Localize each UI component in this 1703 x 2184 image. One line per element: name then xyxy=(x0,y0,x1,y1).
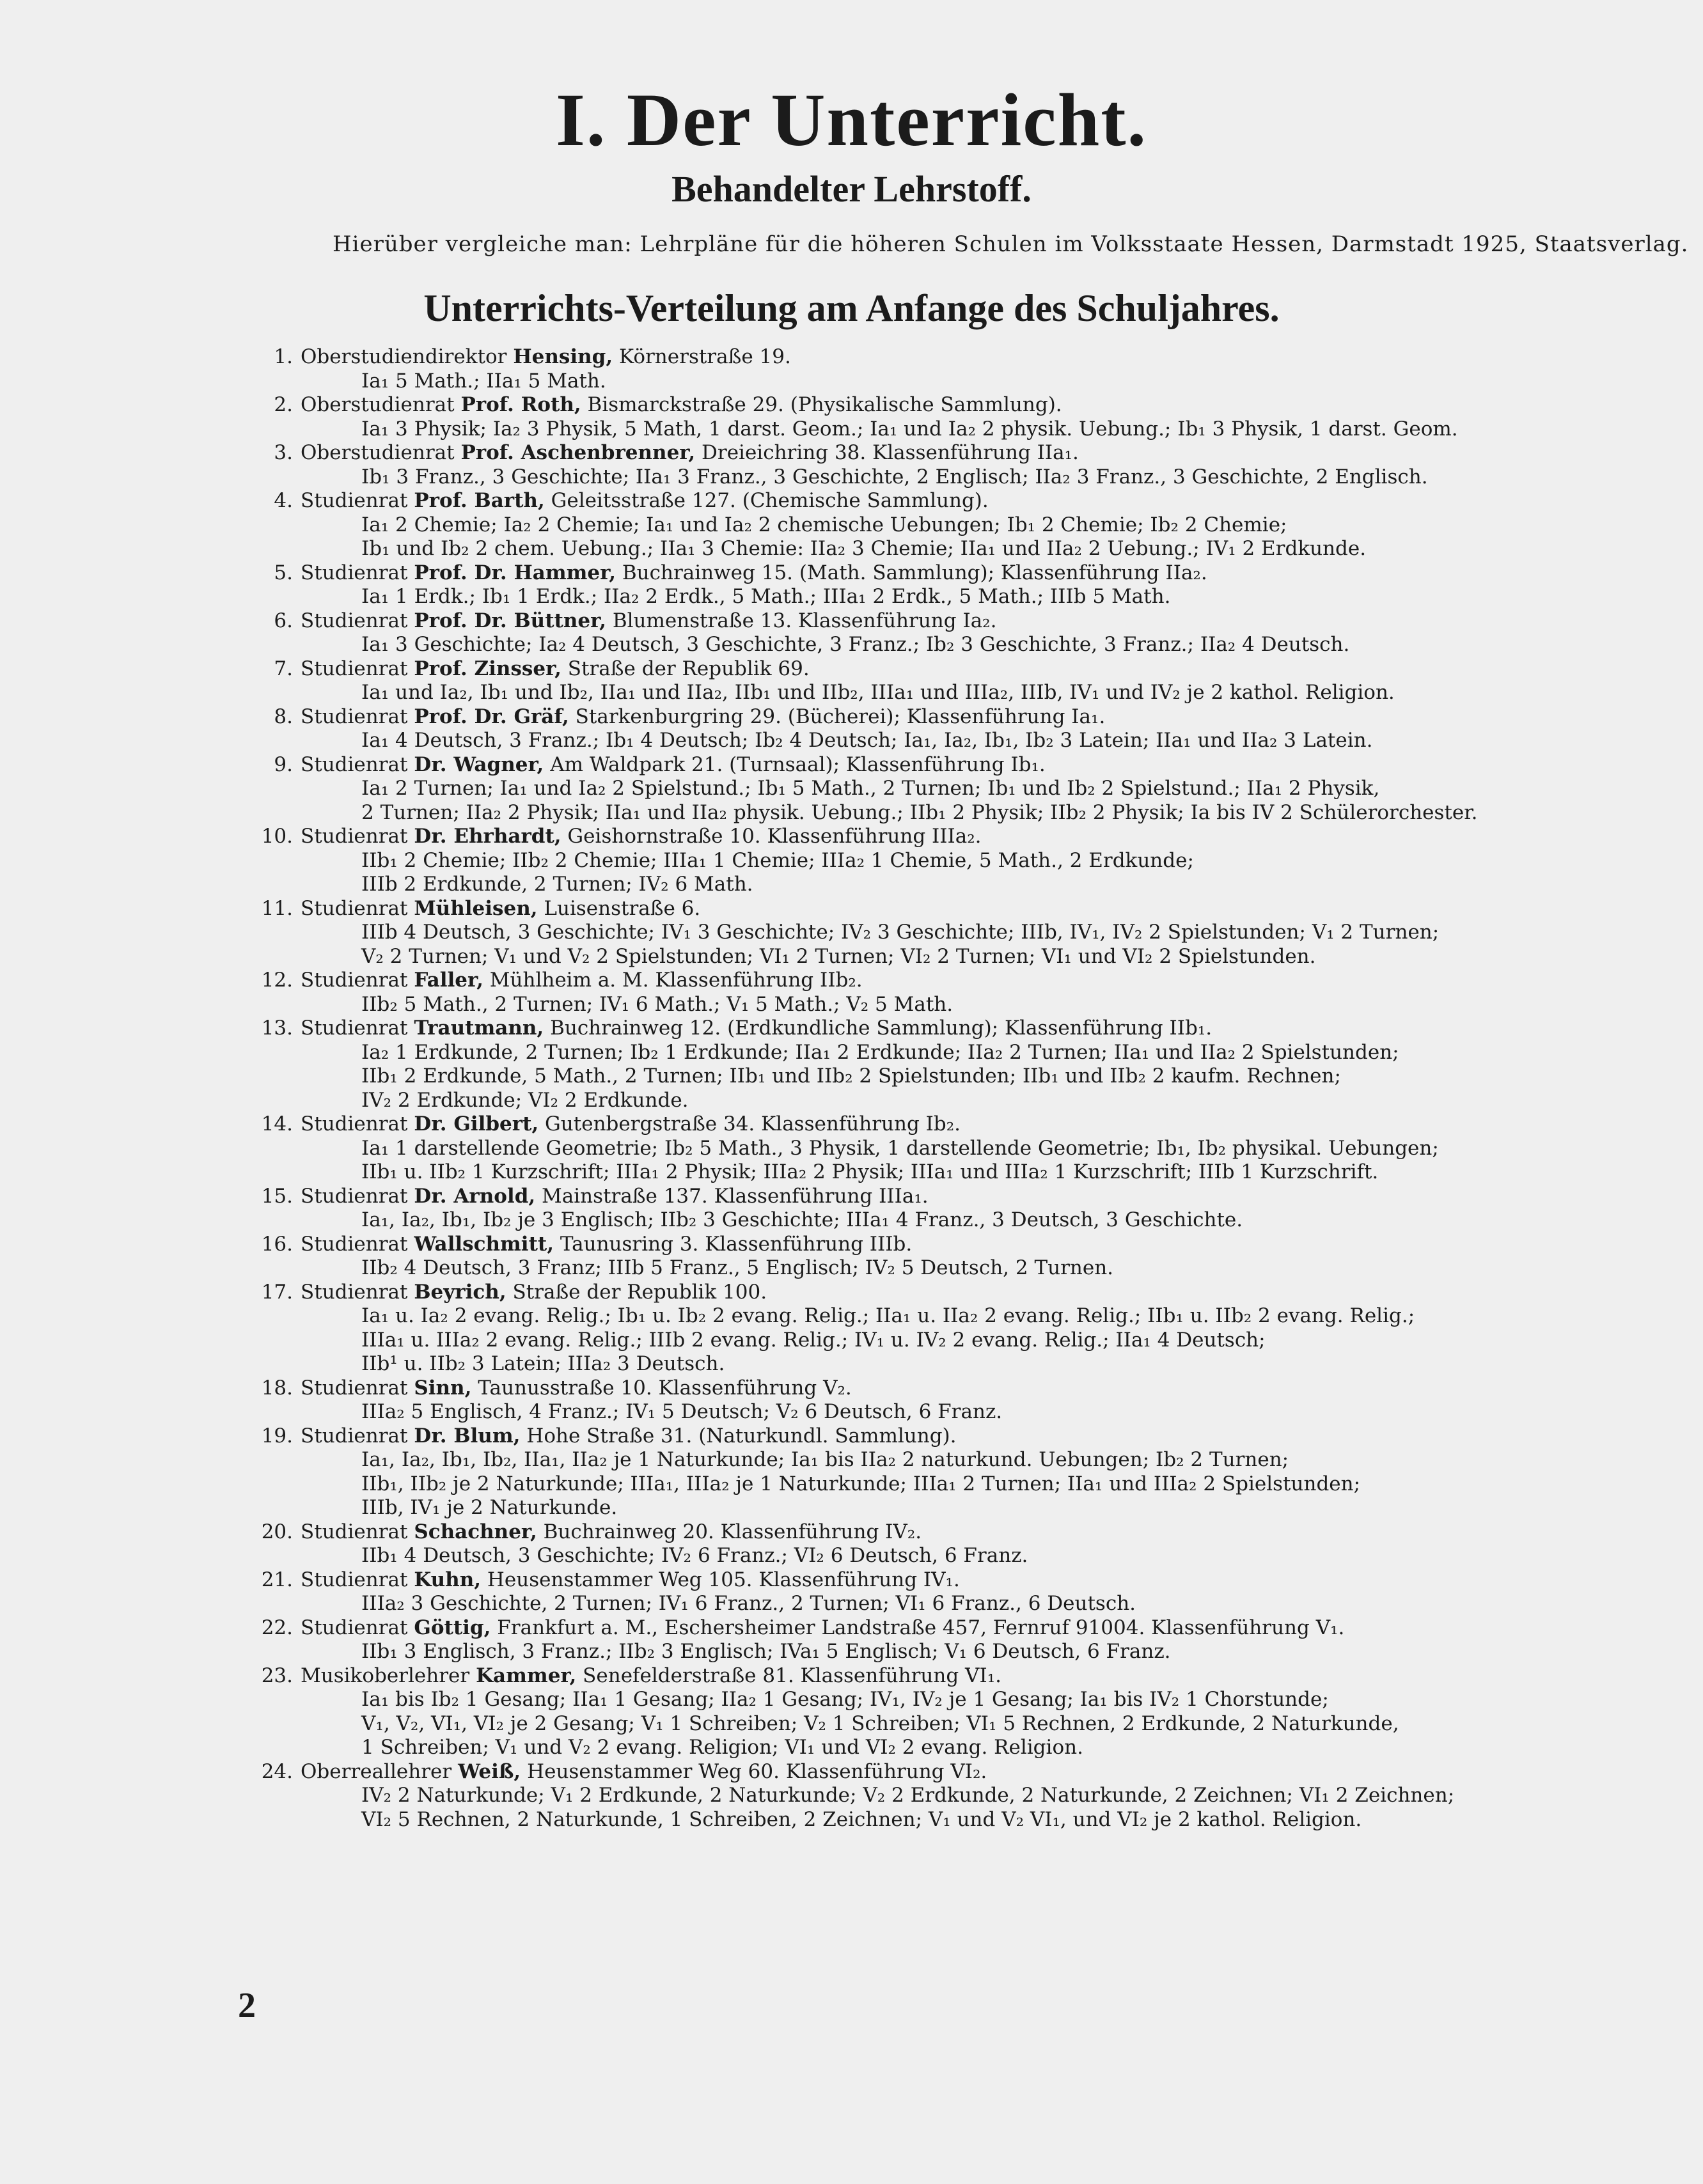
teacher-entry-head xyxy=(256,393,1548,417)
teacher-list xyxy=(256,345,1548,1832)
teacher-entry xyxy=(256,1424,1548,1520)
teacher-name: Dr. Ehrhardt, xyxy=(414,825,561,848)
subject-line: Ib₁ und Ib₂ 2 chem. Uebung.; IIa₁ 3 Chemie: IIa₂ 3 Chemie; IIa₁ und IIa₂ 2 Uebung.; IV₁ 2 Erdkunde. xyxy=(361,537,1367,560)
subject-line: IV₂ 2 Naturkunde; V₁ 2 Erdkunde, 2 Naturkunde; V₂ 2 Erdkunde, 2 Naturkunde, 2 Zeichnen; VI₁ 2 Zeichnen; xyxy=(361,1784,1455,1807)
subject-line: Ia₁ 5 Math.; IIa₁ 5 Math. xyxy=(361,369,606,393)
teacher-name: Kammer, xyxy=(476,1664,577,1687)
teacher-entry-head xyxy=(256,489,1548,513)
teacher-info: Starkenburgring 29. (Bücherei); Klassenführung Ia₁. xyxy=(575,705,1106,728)
teacher-entry-head xyxy=(256,1760,1548,1784)
teacher-entry xyxy=(256,1017,1548,1112)
entry-number: 17. xyxy=(261,1280,293,1304)
teacher-entry-head xyxy=(256,969,1548,993)
teacher-entry xyxy=(256,657,1548,705)
teacher-entry xyxy=(256,1568,1548,1616)
teacher-entry xyxy=(256,489,1548,561)
teacher-info: Geishornstraße 10. Klassenführung IIIa₂. xyxy=(567,825,982,848)
entry-number: 8. xyxy=(274,705,293,728)
entry-number: 2. xyxy=(274,393,293,416)
subject-line: Ia₁ 1 darstellende Geometrie; Ib₂ 5 Math., 3 Physik, 1 darstellende Geometrie; Ib₁, Ib₂ physikal. Uebungen; xyxy=(361,1136,1439,1160)
teacher-entry-head xyxy=(256,1616,1548,1641)
subject-line: Ia₁ 2 Chemie; Ia₂ 2 Chemie; Ia₁ und Ia₂ 2 chemische Uebungen; Ib₁ 2 Chemie; Ib₂ 2 Chemie; xyxy=(361,513,1287,536)
teacher-entry-head xyxy=(256,561,1548,586)
teacher-info: Luisenstraße 6. xyxy=(544,896,701,920)
subject-line: Ia₁ u. Ia₂ 2 evang. Relig.; Ib₁ u. Ib₂ 2 evang. Relig.; IIa₁ u. IIa₂ 2 evang. Relig.; IIb₁ u. IIb₂ 2 evang. Relig.; xyxy=(361,1304,1415,1327)
subject-line: Ia₁ 4 Deutsch, 3 Franz.; Ib₁ 4 Deutsch; Ib₂ 4 Deutsch; Ia₁, Ia₂, Ib₁, Ib₂ 3 Latein; IIa₁ und IIa₂ 3 Latein. xyxy=(361,729,1373,752)
entry-number: 13. xyxy=(261,1017,293,1040)
teacher-title: Studienrat xyxy=(301,753,408,776)
teacher-name: Prof. Dr. Gräf, xyxy=(414,705,569,728)
teacher-name: Prof. Zinsser, xyxy=(414,657,561,680)
teacher-title: Studienrat xyxy=(301,1280,408,1304)
entry-number: 4. xyxy=(274,489,293,512)
subject-line: IIb₁ 4 Deutsch, 3 Geschichte; IV₂ 6 Franz.; VI₂ 6 Deutsch, 6 Franz. xyxy=(361,1544,1028,1567)
subject-line: Ia₁ bis Ib₂ 1 Gesang; IIa₁ 1 Gesang; IIa₂ 1 Gesang; IV₁, IV₂ je 1 Gesang; Ia₁ bis IV₂ 1 Chorstunde; xyxy=(361,1688,1329,1711)
teacher-title: Studienrat xyxy=(301,1520,408,1543)
teacher-entry-head xyxy=(256,1568,1548,1593)
teacher-entry-head xyxy=(256,441,1548,465)
entry-number: 22. xyxy=(261,1616,293,1639)
teacher-entry-head xyxy=(256,1281,1548,1305)
teacher-name: Mühleisen, xyxy=(414,896,538,920)
subject-line: IIIa₂ 5 Englisch, 4 Franz.; IV₁ 5 Deutsch; V₂ 6 Deutsch, 6 Franz. xyxy=(361,1400,1003,1423)
teacher-title: Studienrat xyxy=(301,1112,408,1135)
teacher-title: Oberstudienrat xyxy=(301,393,455,416)
subject-line: V₁, V₂, VI₁, VI₂ je 2 Gesang; V₁ 1 Schreiben; V₂ 1 Schreiben; VI₁ 5 Rechnen, 2 Erdkunde, 2 Naturkunde, xyxy=(361,1712,1399,1735)
teacher-entry xyxy=(256,969,1548,1017)
teacher-info: Hohe Straße 31. (Naturkundl. Sammlung). xyxy=(526,1424,957,1447)
teacher-entry xyxy=(256,561,1548,609)
teacher-entry xyxy=(256,1233,1548,1281)
teacher-name: Kuhn, xyxy=(414,1568,482,1591)
subject-line: IIb₁ 2 Chemie; IIb₂ 2 Chemie; IIIa₁ 1 Chemie; IIIa₂ 1 Chemie, 5 Math., 2 Erdkunde; xyxy=(361,848,1194,872)
teacher-title: Studienrat xyxy=(301,489,408,512)
teacher-entry xyxy=(256,1112,1548,1185)
subject-line: 1 Schreiben; V₁ und V₂ 2 evang. Religion; VI₁ und VI₂ 2 evang. Religion. xyxy=(361,1736,1083,1759)
teacher-entry-head xyxy=(256,1424,1548,1449)
teacher-entry xyxy=(256,393,1548,441)
teacher-info: Dreieichring 38. Klassenführung IIa₁. xyxy=(702,441,1079,464)
subject-line: Ia₂ 1 Erdkunde, 2 Turnen; Ib₂ 1 Erdkunde; IIa₁ 2 Erdkunde; IIa₂ 2 Turnen; IIa₁ und IIa₂ 2 Spielstunden; xyxy=(361,1040,1399,1064)
section-heading: Unterrichts-Verteilung am Anfange des Schuljahres. xyxy=(423,287,1280,329)
entry-number: 7. xyxy=(274,657,293,680)
entry-number: 23. xyxy=(261,1664,293,1687)
teacher-entry-head xyxy=(256,1185,1548,1209)
teacher-entry xyxy=(256,1185,1548,1233)
teacher-entry-head xyxy=(256,657,1548,682)
teacher-entry-head xyxy=(256,345,1548,370)
entry-number: 20. xyxy=(261,1520,293,1543)
teacher-entry xyxy=(256,1377,1548,1424)
teacher-entry xyxy=(256,1281,1548,1377)
teacher-entry-head xyxy=(256,705,1548,729)
reference-note: Hierüber vergleiche man: Lehrpläne für die höheren Schulen im Volksstaate Hessen, Darmstadt 1925, Staatsverlag. xyxy=(333,231,1689,257)
teacher-entry xyxy=(256,441,1548,489)
teacher-entry xyxy=(256,1616,1548,1664)
entry-number: 6. xyxy=(274,609,293,632)
teacher-info: Buchrainweg 20. Klassenführung IV₂. xyxy=(543,1520,922,1543)
teacher-info: Am Waldpark 21. (Turnsaal); Klassenführung Ib₁. xyxy=(550,753,1046,776)
teacher-name: Prof. Aschenbrenner, xyxy=(460,441,696,464)
entry-number: 15. xyxy=(261,1184,293,1208)
teacher-name: Dr. Gilbert, xyxy=(414,1112,539,1135)
teacher-title: Studienrat xyxy=(301,1184,408,1208)
subject-line: VI₂ 5 Rechnen, 2 Naturkunde, 1 Schreiben, 2 Zeichnen; V₁ und V₂ VI₁, und VI₂ je 2 kathol. Religion. xyxy=(361,1807,1362,1831)
teacher-title: Studienrat xyxy=(301,1424,408,1447)
teacher-title: Oberstudiendirektor xyxy=(301,345,507,368)
teacher-name: Schachner, xyxy=(414,1520,537,1543)
entry-number: 14. xyxy=(261,1112,293,1135)
subject-line: Ib₁ 3 Franz., 3 Geschichte; IIa₁ 3 Franz., 3 Geschichte, 2 Englisch; IIa₂ 3 Franz., 3 Geschichte, 2 Englisch. xyxy=(361,465,1428,488)
teacher-name: Prof. Roth, xyxy=(460,393,581,416)
subject-line: V₂ 2 Turnen; V₁ und V₂ 2 Spielstunden; VI₁ 2 Turnen; VI₂ 2 Turnen; VI₁ und VI₂ 2 Spielstunden. xyxy=(361,944,1316,968)
subject-line: IIIb, IV₁ je 2 Naturkunde. xyxy=(361,1496,618,1519)
teacher-title: Studienrat xyxy=(301,825,408,848)
teacher-info: Straße der Republik 69. xyxy=(567,657,810,680)
teacher-entry-head xyxy=(256,825,1548,849)
teacher-name: Dr. Arnold, xyxy=(414,1184,536,1208)
teacher-entry-head xyxy=(256,1017,1548,1041)
teacher-info: Heusenstammer Weg 105. Klassenführung IV₁. xyxy=(487,1568,960,1591)
entry-number: 16. xyxy=(261,1232,293,1256)
entry-number: 21. xyxy=(261,1568,293,1591)
teacher-info: Bismarckstraße 29. (Physikalische Sammlung). xyxy=(587,393,1062,416)
teacher-entry-head xyxy=(256,1377,1548,1401)
teacher-info: Buchrainweg 12. (Erdkundliche Sammlung); Klassenführung IIb₁. xyxy=(550,1017,1213,1040)
teacher-info: Mühlheim a. M. Klassenführung IIb₂. xyxy=(489,969,863,992)
entry-number: 12. xyxy=(261,969,293,992)
subject-line: IIb₂ 5 Math., 2 Turnen; IV₁ 6 Math.; V₁ 5 Math.; V₂ 5 Math. xyxy=(361,992,954,1016)
entry-number: 5. xyxy=(274,561,293,584)
teacher-entry xyxy=(256,1520,1548,1568)
subject-line: IIIb 2 Erdkunde, 2 Turnen; IV₂ 6 Math. xyxy=(361,873,753,896)
entry-number: 3. xyxy=(274,441,293,464)
entry-number: 1. xyxy=(274,345,293,368)
subject-line: IIb₁, IIb₂ je 2 Naturkunde; IIIa₁, IIIa₂ je 1 Naturkunde; IIIa₁ 2 Turnen; IIa₁ und IIIa₂ 2 Spielstunden; xyxy=(361,1472,1361,1495)
teacher-entry-head xyxy=(256,1112,1548,1137)
teacher-entry xyxy=(256,1664,1548,1760)
entry-number: 9. xyxy=(274,753,293,776)
teacher-info: Senefelderstraße 81. Klassenführung VI₁. xyxy=(583,1664,1001,1687)
teacher-name: Prof. Dr. Büttner, xyxy=(414,609,606,632)
teacher-entry xyxy=(256,825,1548,897)
teacher-info: Taunusring 3. Klassenführung IIIb. xyxy=(560,1232,913,1256)
teacher-info: Heusenstammer Weg 60. Klassenführung VI₂. xyxy=(527,1759,987,1783)
teacher-name: Beyrich, xyxy=(414,1280,506,1304)
page-title: I. Der Unterricht. xyxy=(555,78,1148,162)
subject-line: Ia₁ 3 Geschichte; Ia₂ 4 Deutsch, 3 Geschichte, 3 Franz.; Ib₂ 3 Geschichte, 3 Franz.; IIa₂ 4 Deutsch. xyxy=(361,633,1350,656)
teacher-name: Göttig, xyxy=(414,1616,491,1639)
teacher-title: Studienrat xyxy=(301,1232,408,1256)
teacher-entry-head xyxy=(256,609,1548,634)
subject-line: 2 Turnen; IIa₂ 2 Physik; IIa₁ und IIa₂ physik. Uebung.; IIb₁ 2 Physik; IIb₂ 2 Physik; Ia bis IV 2 Schülerorchester. xyxy=(361,800,1478,824)
teacher-entry xyxy=(256,897,1548,969)
teacher-info: Geleitsstraße 127. (Chemische Sammlung). xyxy=(551,489,989,512)
teacher-entry xyxy=(256,1760,1548,1832)
teacher-name: Sinn, xyxy=(414,1376,472,1400)
teacher-title: Oberstudienrat xyxy=(301,441,455,464)
subtitle: Behandelter Lehrstoff. xyxy=(671,168,1032,210)
subject-line: IIb¹ u. IIb₂ 3 Latein; IIIa₂ 3 Deutsch. xyxy=(361,1352,725,1375)
teacher-entry xyxy=(256,609,1548,657)
teacher-entry xyxy=(256,705,1548,753)
teacher-name: Dr. Wagner, xyxy=(414,753,544,776)
teacher-name: Prof. Dr. Hammer, xyxy=(414,561,616,584)
teacher-title: Studienrat xyxy=(301,561,408,584)
teacher-title: Studienrat xyxy=(301,705,408,728)
subject-line: Ia₁, Ia₂, Ib₁, Ib₂, IIa₁, IIa₂ je 1 Naturkunde; Ia₁ bis IIa₂ 2 naturkund. Uebungen; Ib₂ 2 Turnen; xyxy=(361,1448,1289,1471)
subject-line: Ia₁ 1 Erdk.; Ib₁ 1 Erdk.; IIa₂ 2 Erdk., 5 Math.; IIIa₁ 2 Erdk., 5 Math.; IIIb 5 Math. xyxy=(361,585,1171,608)
teacher-title: Studienrat xyxy=(301,609,408,632)
subject-line: IV₂ 2 Erdkunde; VI₂ 2 Erdkunde. xyxy=(361,1088,689,1112)
teacher-info: Gutenbergstraße 34. Klassenführung Ib₂. xyxy=(545,1112,961,1135)
teacher-title: Studienrat xyxy=(301,896,408,920)
subject-line: Ia₁, Ia₂, Ib₁, Ib₂ je 3 Englisch; IIb₂ 3 Geschichte; IIIa₁ 4 Franz., 3 Deutsch, 3 Geschichte. xyxy=(361,1208,1243,1231)
teacher-title: Studienrat xyxy=(301,1376,408,1400)
teacher-title: Oberreallehrer xyxy=(301,1759,452,1783)
teacher-name: Weiß, xyxy=(458,1759,521,1783)
subject-line: Ia₁ und Ia₂, Ib₁ und Ib₂, IIa₁ und IIa₂, IIb₁ und IIb₂, IIIa₁ und IIIa₂, IIIb, IV₁ und IV₂ je 2 kathol. Religion. xyxy=(361,681,1395,704)
entry-number: 19. xyxy=(261,1424,293,1447)
teacher-entry-head xyxy=(256,897,1548,921)
teacher-name: Prof. Barth, xyxy=(414,489,545,512)
teacher-info: Frankfurt a. M., Eschersheimer Landstraße 457, Fernruf 91004. Klassenführung V₁. xyxy=(497,1616,1345,1639)
subject-line: IIIb 4 Deutsch, 3 Geschichte; IV₁ 3 Geschichte; IV₂ 3 Geschichte; IIIb, IV₁, IV₂ 2 Spielstunden; V₁ 2 Turnen; xyxy=(361,921,1440,944)
teacher-entry-head xyxy=(256,753,1548,777)
teacher-title: Studienrat xyxy=(301,657,408,680)
teacher-info: Taunusstraße 10. Klassenführung V₂. xyxy=(478,1376,852,1400)
page-number: 2 xyxy=(238,1986,256,2025)
teacher-name: Faller, xyxy=(414,969,483,992)
teacher-entry xyxy=(256,345,1548,393)
subject-line: IIb₁ 2 Erdkunde, 5 Math., 2 Turnen; IIb₁ und IIb₂ 2 Spielstunden; IIb₁ und IIb₂ 2 kaufm. Rechnen; xyxy=(361,1065,1341,1088)
subject-line: IIb₁ 3 Englisch, 3 Franz.; IIb₂ 3 Englisch; IVa₁ 5 Englisch; V₁ 6 Deutsch, 6 Franz. xyxy=(361,1640,1171,1663)
entry-number: 11. xyxy=(261,896,293,920)
teacher-name: Wallschmitt, xyxy=(414,1232,554,1256)
teacher-info: Straße der Republik 100. xyxy=(512,1280,767,1304)
teacher-title: Studienrat xyxy=(301,1017,408,1040)
teacher-entry xyxy=(256,753,1548,825)
teacher-name: Trautmann, xyxy=(414,1017,544,1040)
subject-line: IIIa₁ u. IIIa₂ 2 evang. Relig.; IIIb 2 evang. Relig.; IV₁ u. IV₂ 2 evang. Relig.; IIa₁ 4 Deutsch; xyxy=(361,1328,1266,1352)
entry-number: 10. xyxy=(261,825,293,848)
teacher-name: Hensing, xyxy=(513,345,613,368)
teacher-title: Musikoberlehrer xyxy=(301,1664,470,1687)
subject-line: Ia₁ 3 Physik; Ia₂ 3 Physik, 5 Math, 1 darst. Geom.; Ia₁ und Ia₂ 2 physik. Uebung.; Ib₁ 3 Physik, 1 darst. Geom. xyxy=(361,417,1458,441)
teacher-info: Körnerstraße 19. xyxy=(619,345,791,368)
teacher-info: Mainstraße 137. Klassenführung IIIa₁. xyxy=(542,1184,929,1208)
subject-line: Ia₁ 2 Turnen; Ia₁ und Ia₂ 2 Spielstund.; Ib₁ 5 Math., 2 Turnen; Ib₁ und Ib₂ 2 Spielstund.; IIa₁ 2 Physik, xyxy=(361,777,1380,800)
teacher-entry-head xyxy=(256,1664,1548,1689)
teacher-entry-head xyxy=(256,1520,1548,1545)
teacher-entry-head xyxy=(256,1233,1548,1257)
teacher-name: Dr. Blum, xyxy=(414,1424,521,1447)
subject-line: IIb₂ 4 Deutsch, 3 Franz; IIIb 5 Franz., 5 Englisch; IV₂ 5 Deutsch, 2 Turnen. xyxy=(361,1256,1114,1279)
entry-number: 18. xyxy=(261,1376,293,1400)
subject-line: IIIa₂ 3 Geschichte, 2 Turnen; IV₁ 6 Franz., 2 Turnen; VI₁ 6 Franz., 6 Deutsch. xyxy=(361,1592,1136,1615)
entry-number: 24. xyxy=(261,1759,293,1783)
teacher-title: Studienrat xyxy=(301,1568,408,1591)
subject-line: IIb₁ u. IIb₂ 1 Kurzschrift; IIIa₁ 2 Physik; IIIa₂ 2 Physik; IIIa₁ und IIIa₂ 1 Kurzschrift; IIIb 1 Kurzschrift. xyxy=(361,1160,1379,1183)
teacher-title: Studienrat xyxy=(301,1616,408,1639)
teacher-title: Studienrat xyxy=(301,969,408,992)
teacher-info: Blumenstraße 13. Klassenführung Ia₂. xyxy=(612,609,997,632)
teacher-info: Buchrainweg 15. (Math. Sammlung); Klassenführung IIa₂. xyxy=(622,561,1207,584)
